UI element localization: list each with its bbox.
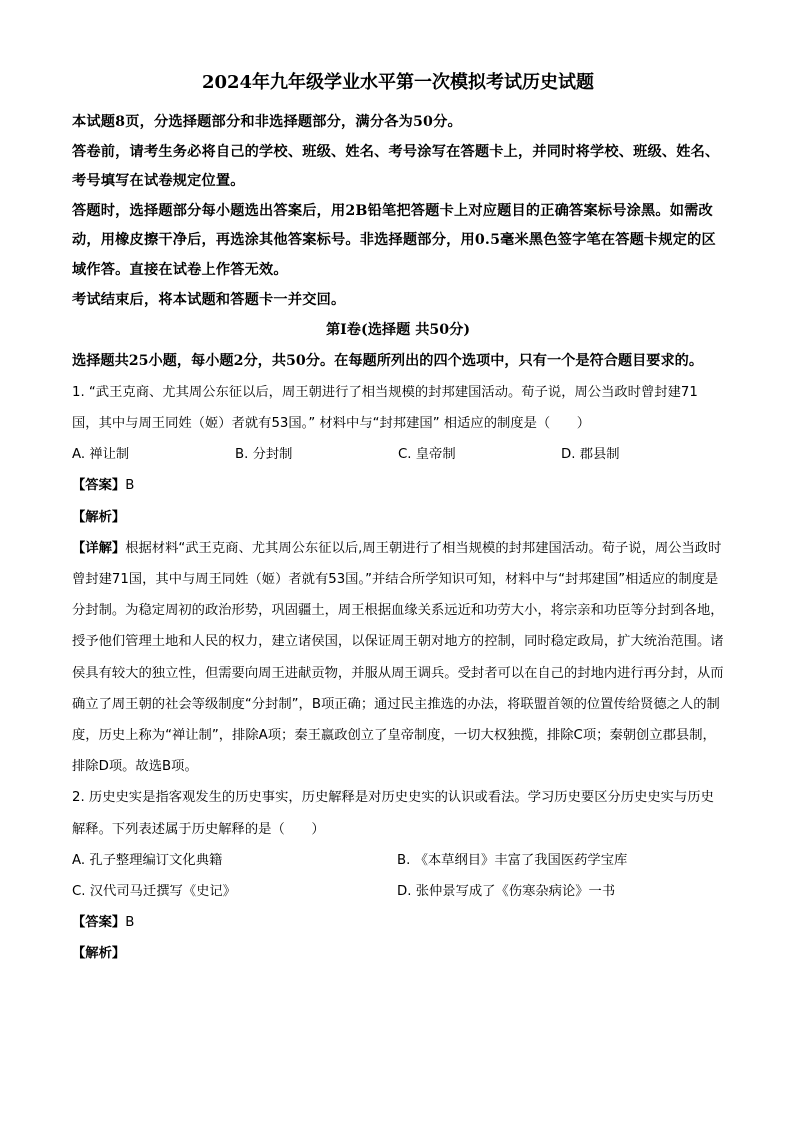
question-stem: 1. “武王克商、尤其周公东征以后，周王朝进行了相当规模的封邦建国活动。荀子说，周公当政时曾封建71国，其中与周王同姓（姬）者就有53国。” 材料中与“封邦建国” 相适应的制度是（ ） (72, 384, 698, 431)
option-d: D. 张仲景写成了《伤寒杂病论》一书 (397, 884, 616, 899)
question-2 (72, 782, 724, 969)
section-intro: 选择题共25小题，每小题2分，共50分。在每题所列出的四个选项中，只有一个是符合题目要求的。 (72, 353, 704, 370)
analysis-label: 【解析】 (72, 509, 126, 525)
answer-label: 【答案】 (72, 915, 126, 931)
question-options (72, 439, 724, 470)
question-1 (72, 377, 724, 783)
answer-label: 【答案】 (72, 478, 126, 494)
option-a: A. 禅让制 (72, 447, 130, 463)
detail-label: 【详解】 (72, 540, 126, 556)
analysis-label: 【解析】 (72, 946, 126, 962)
answer-line (72, 907, 724, 938)
exam-title: 2024年九年级学业水平第一次模拟考试历史试题 (201, 72, 595, 93)
notice-line: 考试结束后，将本试题和答题卡一并交回。 (72, 291, 346, 308)
option-c: C. 皇帝制 (398, 447, 456, 463)
section-title: 第Ⅰ卷(选择题 共50分) (325, 322, 471, 339)
notice-line: 本试题8页，分选择题部分和非选择题部分，满分各为50分。 (72, 114, 462, 130)
option-b: B. 分封制 (235, 447, 293, 463)
question-stem: 2. 历史史实是指客观发生的历史事实，历史解释是对历史史实的认识或看法。学习历史要区分历史史实与历史解释。下列表述属于历史解释的是（ ） (72, 790, 714, 837)
option-b: B. 《本草纲目》丰富了我国医药学宝库 (397, 852, 628, 868)
detail-text: 根据材料“武王克商、尤其周公东征以后,周王朝进行了相当规模的封邦建国活动。荀子说，周公当政时曾封建71国，其中与周王同姓（姬）者就有53国。”并结合所学知识可知，材料中与“封邦建国”相适应的制度是分封制。为稳定周初的政治形势，巩固疆土，周王根据血缘关系远近和功劳大小，将宗亲和功臣等分封到各地，授予他们管理土地和人民的权力，建立诸侯国，以保证周王朝对地方的控制，同时稳定政局，扩大统治范围。诸侯具有较大的独立性，但需要向周王进献贡物，并服从周王调兵。受封者可以在自己的封地内进行再分封，从而确立了周王朝的社会等级制度“分封制”，B项正确；通过民主推选的办法，将联盟首领的位置传给贤德之人的制度，历史上称为“禅让制”，排除A项；秦王嬴政创立了皇帝制度，一切大权独揽，排除C项；秦朝创立郡县制，排除D项。故选B项。 (72, 540, 724, 775)
notice-line: 答卷前，请考生务必将自己的学校、班级、姓名、考号涂写在答题卡上，并同时将学校、班级、姓名、考号填写在试卷规定位置。 (72, 143, 720, 190)
notice-line: 答题时，选择题部分每小题选出答案后，用2B铅笔把答题卡上对应题目的正确答案标号涂黑。如需改动，用橡皮擦干净后，再选涂其他答案标号。非选择题部分，用0.5毫米黑色签字笔在答题卡规定的区域作答。直接在试卷上作答无效。 (72, 202, 716, 278)
answer-value: B (125, 915, 135, 931)
answer-line (72, 470, 724, 501)
option-d: D. 郡县制 (561, 447, 620, 463)
answer-value: B (125, 478, 135, 494)
option-c: C. 汉代司马迁撰写《史记》 (72, 884, 237, 899)
detail-paragraph (72, 533, 724, 783)
question-options (72, 845, 724, 907)
option-a: A. 孔子整理编订文化典籍 (72, 852, 223, 868)
exam-notice (72, 108, 724, 315)
